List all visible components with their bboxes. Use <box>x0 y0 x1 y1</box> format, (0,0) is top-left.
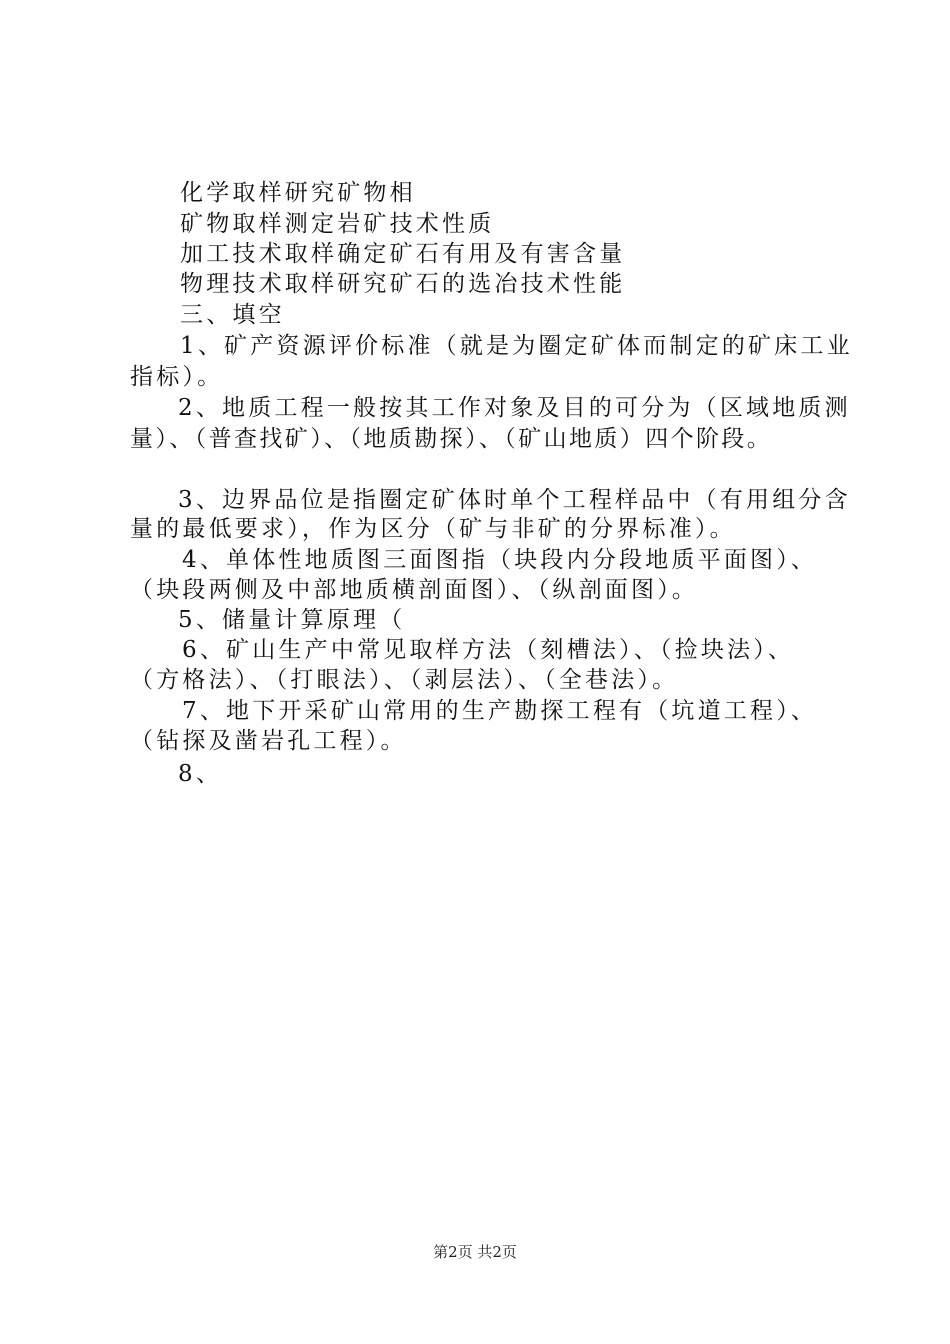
page-footer: 第2页 共2页 <box>433 1243 517 1261</box>
item-4-line-1: 4、单体性地质图三面图指（块段内分段地质平面图）、 <box>182 547 818 573</box>
item-8-line-1: 8、 <box>178 761 223 787</box>
item-2-line-2: 量）、（普查找矿）、（地质勘探）、（矿山地质）四个阶段。 <box>130 426 773 452</box>
item-3-line-2: 量的最低要求），作为区分（矿与非矿的分界标准）。 <box>130 516 736 542</box>
item-7-line-1: 7、地下开采矿山常用的生产勘探工程有（坑道工程）、 <box>182 698 818 724</box>
item-5-line-1: 5、储量计算原理（ <box>178 607 406 633</box>
item-1-line-1: 1、矿产资源评价标准（就是为圈定矿体而制定的矿床工业 <box>180 333 853 359</box>
text-line-3: 加工技术取样确定矿石有用及有害含量 <box>180 241 626 267</box>
item-6-line-2: （方格法）、（打眼法）、（剥层法）、（全巷法）。 <box>130 667 679 693</box>
item-1-line-2: 指标）。 <box>130 364 224 390</box>
item-4-line-2: （块段两侧及中部地质横剖面图）、（纵剖面图）。 <box>130 577 699 603</box>
section-heading: 三、填空 <box>180 302 285 328</box>
item-3-line-1: 3、边界品位是指圈定矿体时单个工程样品中（有用组分含 <box>178 487 851 513</box>
text-line-2: 矿物取样测定岩矿技术性质 <box>180 211 495 237</box>
item-6-line-1: 6、矿山生产中常见取样方法（刻槽法）、（捡块法）、 <box>182 637 795 663</box>
text-line-1: 化学取样研究矿物相 <box>180 180 416 206</box>
text-line-4: 物理技术取样研究矿石的选冶技术性能 <box>180 271 626 297</box>
item-7-line-2: （钻探及凿岩孔工程）。 <box>130 728 407 754</box>
item-2-line-1: 2、地质工程一般按其工作对象及目的可分为（区域地质测 <box>178 395 851 421</box>
